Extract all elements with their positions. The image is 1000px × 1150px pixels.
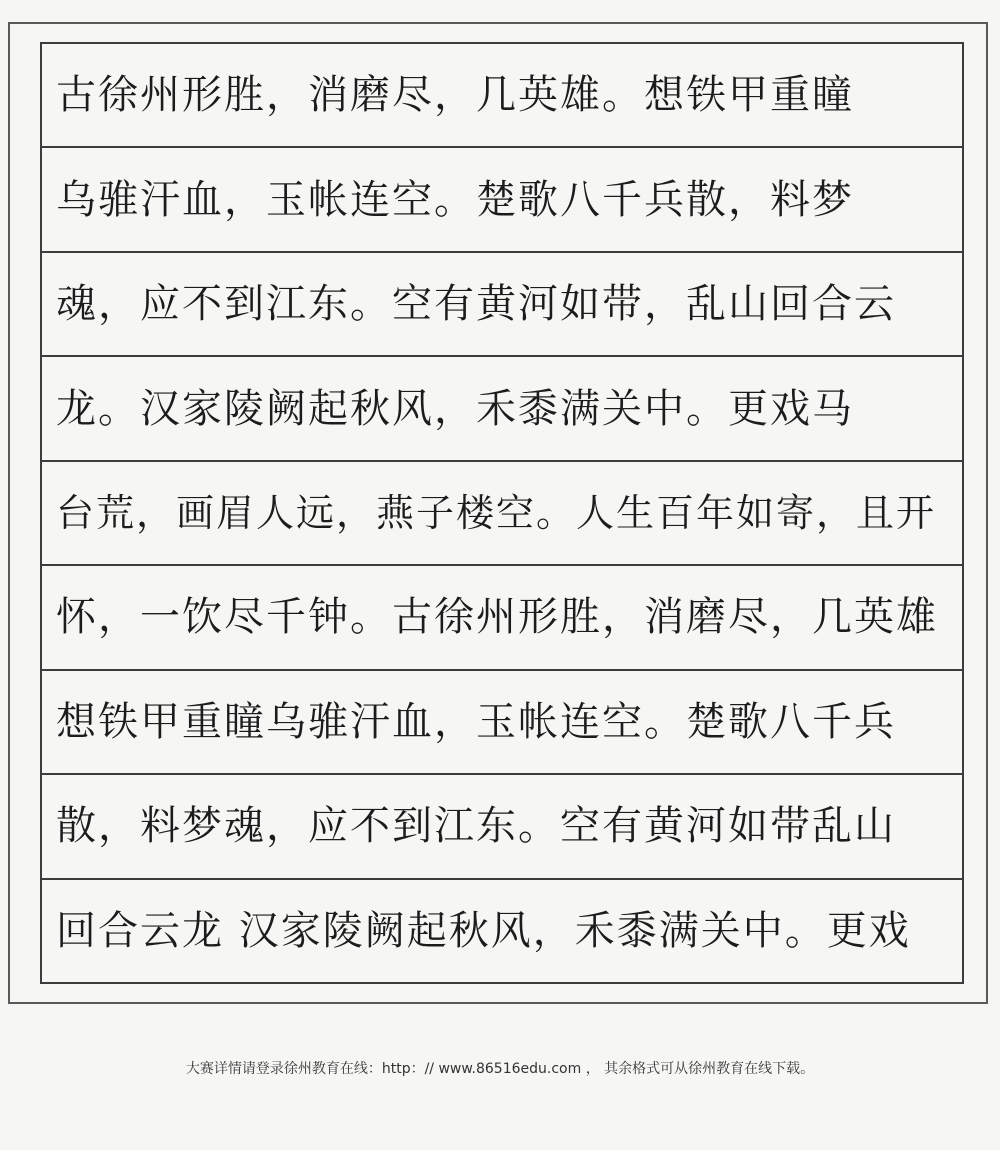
handwritten-line: 古徐州形胜，消磨尽，几英雄。想铁甲重瞳 (56, 72, 854, 119)
grid-row (42, 775, 962, 879)
grid-row (42, 671, 962, 775)
grid-row (42, 566, 962, 670)
handwritten-line: 散，料梦魂，应不到江东。空有黄河如带乱山 (56, 803, 896, 850)
handwritten-line: 怀，一饮尽千钟。古徐州形胜，消磨尽，几英雄 (56, 594, 938, 641)
grid-row (42, 880, 962, 982)
handwritten-line: 龙。汉家陵阙起秋风，禾黍满关中。更戏马 (56, 385, 854, 432)
grid-row (42, 253, 962, 357)
handwritten-line: 魂，应不到江东。空有黄河如带，乱山回合云 (56, 281, 896, 328)
handwritten-line: 台荒，画眉人远，燕子楼空。人生百年如寄，且开 (56, 490, 937, 535)
handwritten-line: 回合云龙 汉家陵阙起秋风，禾黍满关中。更戏 (56, 907, 911, 954)
grid-row (42, 148, 962, 252)
grid-row (42, 357, 962, 461)
footer-note: 大赛详情请登录徐州教育在线：http：// www.86516edu.com ， 其余格式可从徐州教育在线下载。 (185, 1061, 815, 1077)
writing-grid (40, 42, 964, 984)
grid-row (42, 44, 962, 148)
grid-row (42, 462, 962, 566)
handwritten-line: 乌骓汗血，玉帐连空。楚歌八千兵散，料梦 (56, 176, 854, 223)
handwritten-line: 想铁甲重瞳乌骓汗血，玉帐连空。楚歌八千兵 (56, 698, 896, 745)
